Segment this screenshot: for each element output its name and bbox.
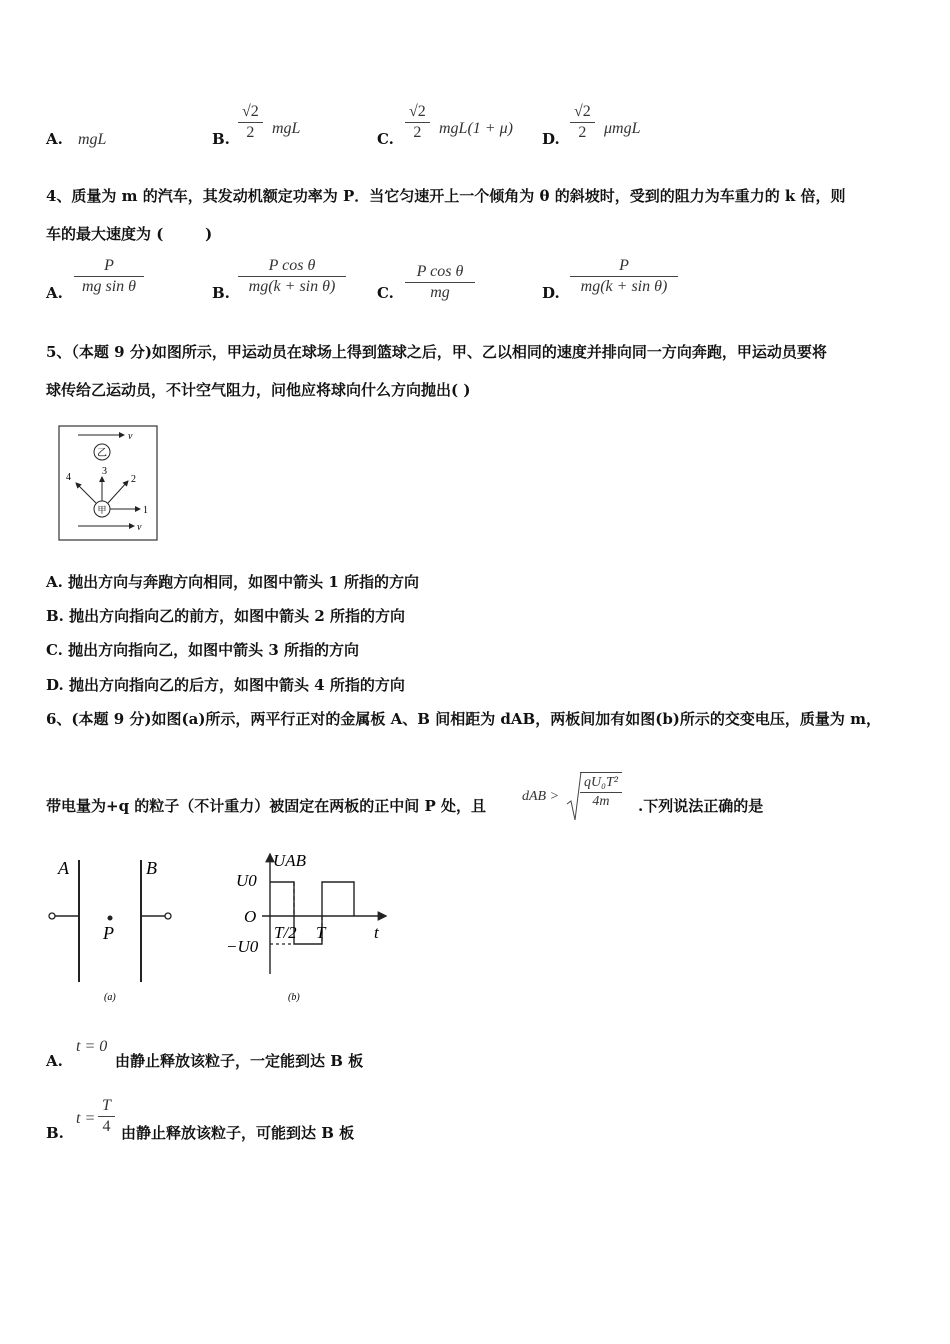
q6-option-a-label: A. [46,1052,63,1070]
q5-text-line1: 5、（本题 9 分)如图所示，甲运动员在球场上得到篮球之后，甲、乙以相同的速度并排向同一方向奔跑，甲运动员要将 [46,343,827,361]
plate-a-label: A [58,858,69,878]
q6-option-b-fraction: $\frac{T}{4}$ [98,1097,115,1136]
figure-border [59,426,157,540]
t-axis-label: t [374,923,379,942]
q4-option-b-label: B. [212,284,230,302]
q3-option-b-fraction: $\frac{√2}{2}$ [238,103,263,142]
figure-a-caption: (a) [104,992,116,1003]
q4-option-c-label: C. [377,284,394,302]
q6-option-a-expr: t = 0 [76,1038,108,1055]
q3-option-b-label: B. [212,130,230,148]
plate-b-label: B [146,858,157,878]
q4-option-d-label: D. [542,284,560,302]
q4-text-line1: 4、质量为 m 的汽车，其发动机额定功率为 P．当它匀速开上一个倾角为 θ 的斜坡时，受到的阻力为车重力的 k 倍，则 [46,187,846,205]
q5-option-c: C. 抛出方向指向乙，如图中箭头 3 所指的方向 [46,641,360,659]
q4-option-c-fraction: $\frac{\text{P cos θ}}{mg}$ [405,263,475,302]
arrow-2 [108,481,128,503]
q3-option-a-expr: mgL [78,131,107,148]
q5-option-b: B. 抛出方向指向乙的前方，如图中箭头 2 所指的方向 [46,607,406,625]
arrow-2-label: 2 [131,474,136,485]
q3-option-d-expr: μmgL [604,120,641,137]
top-velocity-label: v [128,431,133,442]
q6-text-line1: 6、(本题 9 分)如图(a)所示，两平行正对的金属板 A、B 间相距为 dAB，两板间加有如图(b)所示的交变电压，质量为 m， [46,710,881,728]
q6-condition-fraction: $\frac{\text{qU₀T²}}{4m}$ [580,772,622,810]
q3-option-c-fraction: $\frac{√2}{2}$ [405,103,430,142]
q6-option-b-expr: t = [76,1110,96,1127]
arrow-4 [76,483,96,503]
q4-option-a-fraction: $\frac{P}{\text{mg sin θ}}$ [74,257,144,296]
u0-label: U0 [236,871,257,890]
q3-option-c-label: C. [377,130,394,148]
player-b-label: 乙 [97,448,107,459]
y-axis-label: UAB [273,851,307,870]
q6-figure-a [46,852,176,1004]
neg-u0-label: −U0 [226,937,259,956]
bottom-velocity-label: v [137,522,142,533]
q4-option-d-fraction: $\frac{P}{\text{mg(k + sin θ)}}$ [570,257,678,296]
q5-figure [58,425,158,541]
terminal-b-icon [165,913,171,919]
origin-label: O [244,907,257,926]
q6-condition-lhs: dAB > [522,789,560,804]
q5-option-a: A. 抛出方向与奔跑方向相同，如图中箭头 1 所指的方向 [46,573,419,591]
q6-option-b-label: B. [46,1124,64,1142]
t-label: T [316,923,326,942]
q6-text-line2-post: .下列说法正确的是 [638,797,764,815]
player-a-label: 甲 [97,505,107,515]
q5-text-line2: 球传给乙运动员，不计空气阻力，问他应将球向什么方向抛出( ) [46,381,471,399]
q3-option-d-fraction: $\frac{√2}{2}$ [570,103,595,142]
q3-option-c-expr: mgL(1 + μ) [439,120,513,137]
q4-text-line2: 车的最大速度为 ( ) [46,225,213,243]
q4-option-a-label: A. [46,284,63,302]
arrow-3-label: 3 [102,466,107,477]
q6-option-a-text: 由静止释放该粒子，一定能到达 B 板 [115,1052,364,1070]
q4-option-b-fraction: $\frac{\text{P cos θ}}{\text{mg(k + sin θ)}}$ [238,257,346,296]
terminal-a-icon [49,913,55,919]
q3-option-d-label: D. [542,130,560,148]
arrow-4-label: 4 [66,472,71,483]
q3-option-a-label: A. [46,130,63,148]
arrow-1-label: 1 [143,505,148,516]
q6-option-b-text: 由静止释放该粒子，可能到达 B 板 [121,1124,355,1142]
half-t-label: T/2 [274,923,297,942]
point-p-dot [108,916,113,921]
figure-b-caption: (b) [288,992,300,1003]
q5-option-d: D. 抛出方向指向乙的后方，如图中箭头 4 所指的方向 [46,676,405,694]
q3-option-b-expr: mgL [272,120,301,137]
point-p-label: P [103,923,114,943]
q6-text-line2-pre: 带电量为+q 的粒子（不计重力）被固定在两板的正中间 P 处，且 [46,797,487,815]
q6-figure-b [224,846,394,1006]
